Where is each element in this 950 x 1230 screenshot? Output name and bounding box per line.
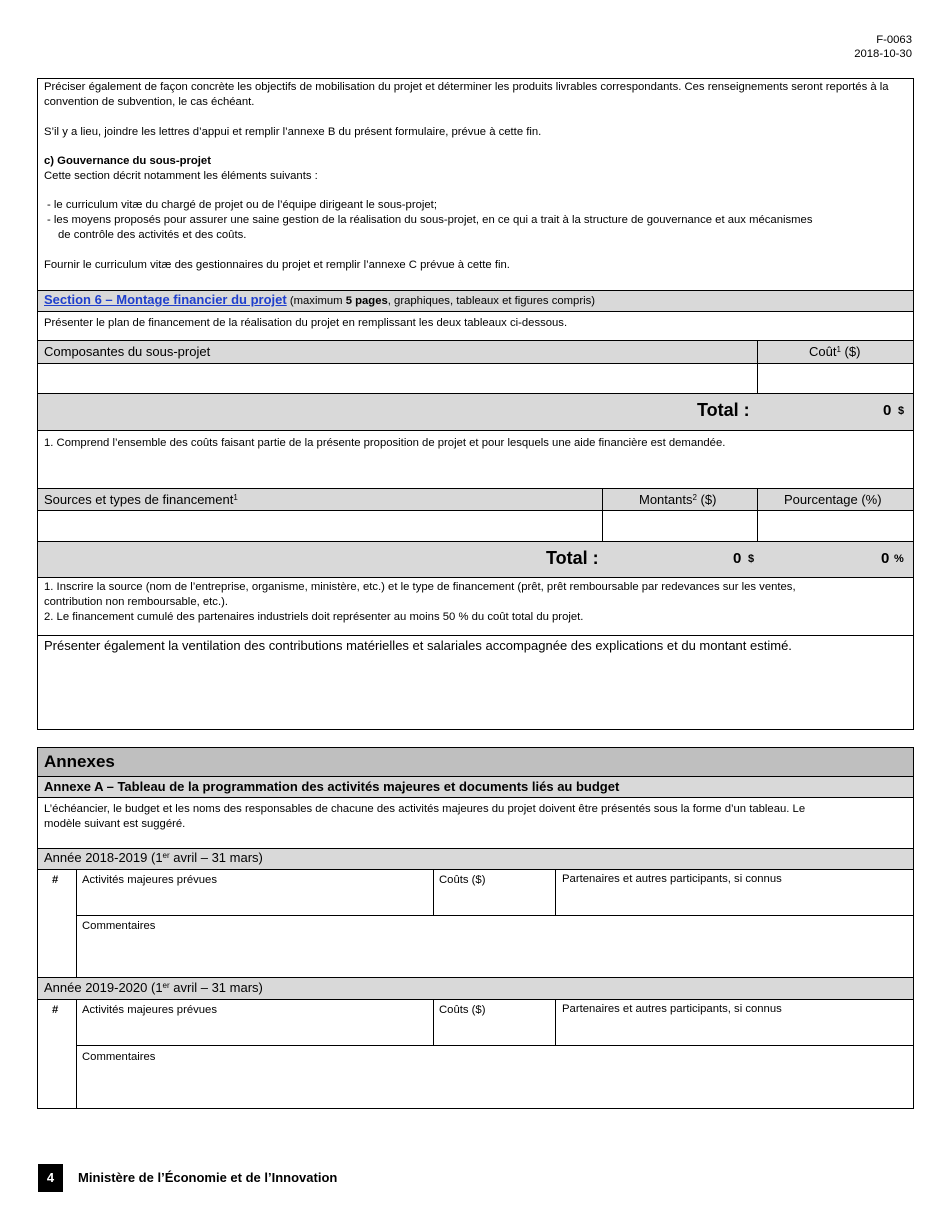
ministry-name: Ministère de l’Économie et de l’Innovation — [78, 1170, 338, 1185]
section-6-note-post: , graphiques, tableaux et figures compris) — [387, 295, 595, 307]
governance-bullet-1: - le curriculum vitæ du chargé de projet ou de l’équipe dirigeant le sous-projet; — [47, 199, 437, 211]
table2-total-amount: 0 — [733, 550, 742, 567]
intro-paragraph-3: Fournir le curriculum vitæ des gestionnaires du projet et remplir l’annexe C prévue à cette fin. — [44, 259, 510, 271]
table2-total-label: Total : — [546, 548, 599, 568]
governance-intro: Cette section décrit notamment les éléments suivants : — [44, 170, 318, 182]
year-1-col-costs: Coûts ($) — [439, 874, 486, 886]
table2-col-sources: Sources et types de financement$^1$ — [44, 492, 238, 507]
form-date: 2018-10-30 — [854, 48, 912, 60]
section-6-link[interactable]: Section 6 – Montage financier du projet — [44, 292, 287, 307]
table2-percentage-input[interactable] — [758, 511, 912, 540]
intro-paragraph-2: S’il y a lieu, joindre les lettres d’appui et remplir l’annexe B du présent formulaire, prévue à cette fin. — [44, 126, 542, 138]
year-2-col-num: # — [52, 1004, 59, 1016]
annexes-title: Annexes — [44, 752, 115, 771]
ventilation-input[interactable] — [39, 656, 912, 728]
section-6-note-bold: 5 pages — [345, 295, 388, 307]
year-1-label: Année 2018-2019 (1er avril – 31 mars) — [44, 850, 263, 865]
table1-col-components: Composantes du sous-projet — [44, 344, 211, 359]
table2-col-amounts: Montants$^2$ ($) — [639, 492, 717, 507]
table1-total-row — [38, 393, 913, 431]
annexes-header — [38, 748, 913, 777]
table2-footnote-2: 2. Le financement cumulé des partenaires industriels doit représenter au moins 50 % du coût total du projet. — [44, 611, 584, 623]
table2-total-row — [38, 541, 913, 578]
governance-title: c) Gouvernance du sous-projet — [44, 155, 211, 167]
table2-col-percentage: Pourcentage (%) — [784, 492, 882, 507]
ventilation-instruction: Présenter également la ventilation des contributions matérielles et salariales accompagnée des explications et du montant estimé. — [44, 638, 792, 653]
year-2-col-costs: Coûts ($) — [439, 1004, 486, 1016]
year-1-comments-input[interactable] — [78, 935, 912, 976]
year-2-comments-input[interactable] — [78, 1066, 912, 1107]
year-2-comments-label: Commentaires — [82, 1051, 156, 1063]
intro-paragraph-1: Préciser également de façon concrète les objectifs de mobilisation du projet et déterminer les produits livrables correspondants. Ces renseignements seront reportés à la convention de subvention, le cas échéant. — [44, 81, 889, 108]
table2-amount-input[interactable] — [603, 511, 756, 540]
annex-a-description: L’échéancier, le budget et les noms des responsables de chacune des activités majeures du projet doivent être présentés sous la forme d’un tableau. Le modèle suivant est suggéré. — [44, 803, 806, 830]
governance-bullet-2-cont: de contrôle des activités et des coûts. — [58, 229, 247, 241]
year-1-col-num: # — [52, 874, 59, 886]
section-6-title — [44, 292, 595, 309]
table2-total-percentage: 0 — [881, 550, 890, 567]
table1-footnote: 1. Comprend l’ensemble des coûts faisant partie de la présente proposition de projet et pour lesquels une aide financière est demandée. — [44, 437, 726, 449]
year-2-col-partners: Partenaires et autres participants, si connus — [562, 1003, 782, 1015]
form-code: F-0063 — [876, 34, 912, 46]
year-2-label: Année 2019-2020 (1er avril – 31 mars) — [44, 980, 263, 995]
section-6-note-pre: (maximum — [289, 295, 346, 307]
year-1-comments-label: Commentaires — [82, 920, 156, 932]
table1-total-unit: $ — [898, 405, 905, 417]
section-6-instruction: Présenter le plan de financement de la réalisation du projet en remplissant les deux tableaux ci-dessous. — [44, 317, 568, 329]
annex-a-title: Annexe A – Tableau de la programmation des activités majeures et documents liés au budget — [44, 779, 620, 794]
table2-total-amount-unit: $ — [748, 553, 755, 565]
year-2-col-activities: Activités majeures prévues — [82, 1004, 217, 1016]
year-1-col-activities: Activités majeures prévues — [82, 874, 217, 886]
table1-component-input[interactable] — [39, 364, 756, 392]
table1-cost-input[interactable] — [758, 364, 912, 392]
table1-total-value: 0 — [883, 402, 892, 419]
table2-source-input[interactable] — [39, 511, 601, 540]
table1-col-cost: Coût$^1$ ($) — [809, 344, 861, 359]
table1-total-label: Total : — [697, 400, 750, 420]
year-1-col-partners: Partenaires et autres participants, si connus — [562, 873, 782, 885]
table2-footnote-1: 1. Inscrire la source (nom de l’entreprise, organisme, ministère, etc.) et le type de financement (prêt, prêt remboursable par redevances sur les ventes, contribution non remboursable, etc.). — [44, 581, 796, 608]
table2-total-percentage-unit: % — [894, 553, 904, 565]
page-number: 4 — [38, 1164, 63, 1192]
governance-bullet-2: - les moyens proposés pour assurer une saine gestion de la réalisation du sous-projet, en ce qui a trait à la structure de gouvernance et aux mécanismes — [47, 214, 813, 226]
